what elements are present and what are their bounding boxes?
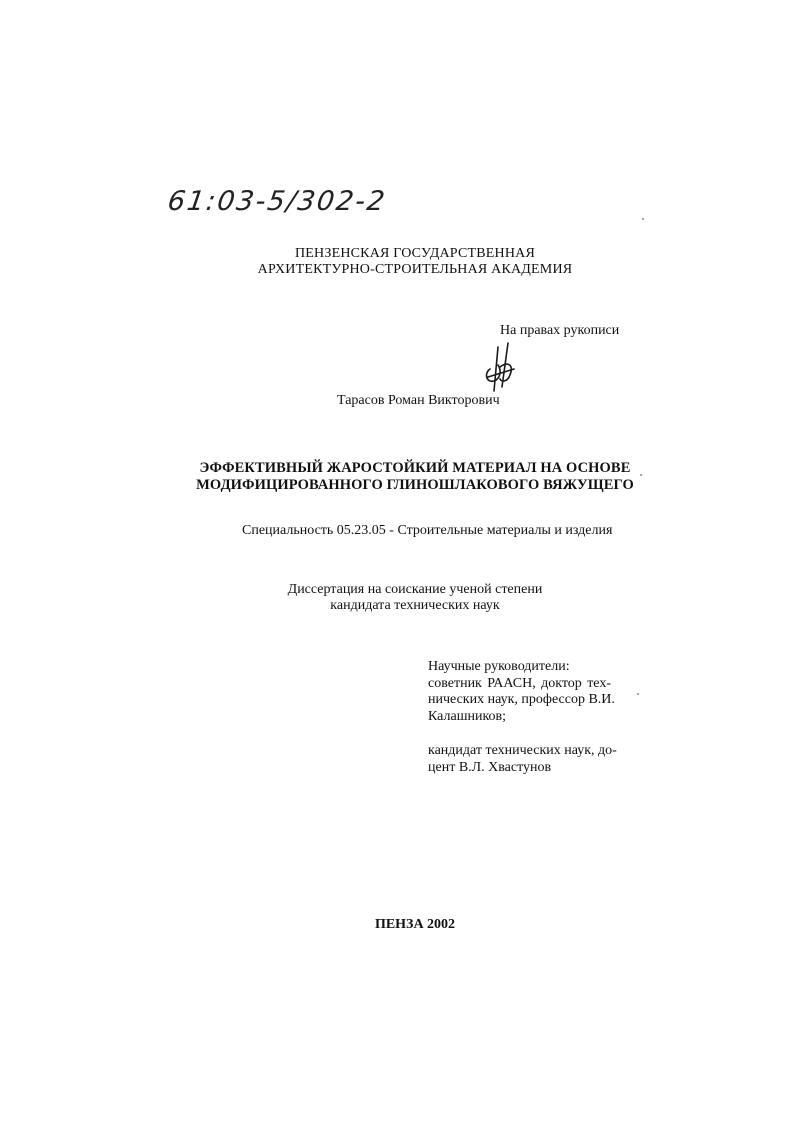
institution-line-1: ПЕНЗЕНСКАЯ ГОСУДАРСТВЕННАЯ [294,246,535,261]
author-signature-icon [480,339,520,393]
scan-speck [642,218,644,220]
supervisor-2-line-2: цент В.Л. Хвастунов [428,759,552,775]
supervisor-1-line-1: советник РААСН, доктор тех- [428,675,611,691]
degree-line-1: Диссертация на соискание ученой степени [287,582,543,597]
degree-line-2: кандидата технических наук [330,598,500,613]
supervisor-2-line-1: кандидат технических наук, до- [428,743,617,759]
supervisor-1-line-2: нических наук, профессор В.И. [428,692,615,708]
supervisors-heading: Научные руководители: [428,659,570,674]
specialty-line: Специальность 05.23.05 - Строительные материалы и изделия [242,523,613,538]
archive-code-handwritten: 61:03-5/302-2 [165,186,389,217]
scan-speck [637,693,639,695]
scientific-supervisors [428,659,617,777]
supervisor-spacer [428,725,611,743]
scan-speck [640,474,642,476]
institution-line-2: АРХИТЕКТУРНО-СТРОИТЕЛЬНАЯ АКАДЕМИЯ [257,262,573,277]
institution-name [120,246,710,278]
city-and-year: ПЕНЗА 2002 [374,917,456,932]
dissertation-title [120,460,710,494]
manuscript-rights-note: На правах рукописи [500,323,620,338]
supervisor-1-line-3: Калашников; [428,708,507,724]
title-line-2: МОДИФИЦИРОВАННОГО ГЛИНОШЛАКОВОГО ВЯЖУЩЕГО [196,477,634,493]
degree-statement [120,582,710,614]
author-name: Тарасов Роман Викторович [337,393,500,408]
title-line-1: ЭФФЕКТИВНЫЙ ЖАРОСТОЙКИЙ МАТЕРИАЛ НА ОСНОВЕ [199,460,631,476]
